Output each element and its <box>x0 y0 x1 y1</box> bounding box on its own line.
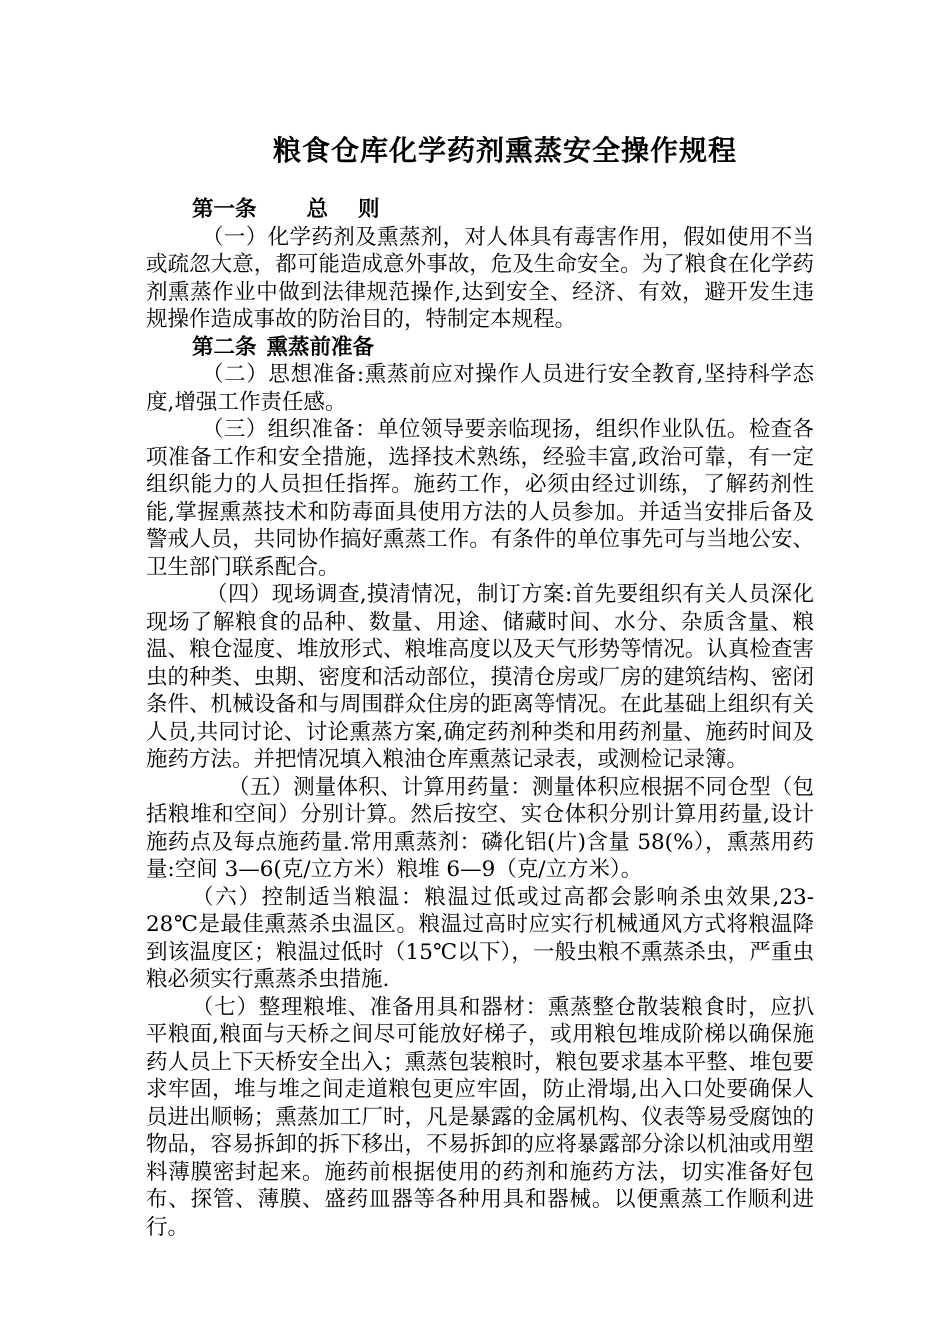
document-title: 粮食仓库化学药剂熏蒸安全操作规程 <box>272 134 737 167</box>
article-number: 第二条 <box>192 334 257 360</box>
article-title-part: 则 <box>358 197 380 222</box>
paragraph-5: （五）测量体积、计算用药量：测量体积应根据不同仓型（包括粮堆和空间）分别计算。然后按空、实仓体积分别计算用药量,设计施药点及每点施药量.常用熏蒸剂：磷化铝(片)含量 58(%），熏蒸用药量:空间 3—6(克/立方米）粮堆 6—9（克/立方米）。 <box>146 774 814 882</box>
paragraph-6: （六）控制适当粮温：粮温过低或过高都会影响杀虫效果,23-28℃是最佳熏蒸杀虫温区。粮温过高时应实行机械通风方式将粮温降到该温度区；粮温过低时（15℃以下），一般虫粮不熏蒸杀虫，严重虫粮必须实行熏蒸杀虫措施. <box>146 884 814 992</box>
paragraph-1: （一）化学药剂及熏蒸剂，对人体具有毒害作用，假如使用不当或疏忽大意，都可能造成意外事故，危及生命安全。为了粮食在化学药剂熏蒸作业中做到法律规范操作,达到安全、经济、有效，避开发生违规操作造成事故的防治目的，特制定本规程。 <box>146 224 814 332</box>
article-number: 第一条 <box>192 197 257 222</box>
paragraph-3: （三）组织准备：单位领导要亲临现扬，组织作业队伍。检查各项准备工作和安全措施，选择技术熟练，经验丰富,政治可靠，有一定组织能力的人员担任指挥。施药工作，必须由经过训练，了解药剂性能,掌握熏蒸技术和防毒面具使用方法的人员参加。并适当安排后备及警戒人员，共同协作搞好熏蒸工作。有条件的单位事先可与当地公安、卫生部门联系配合。 <box>146 417 814 580</box>
article-heading-1 <box>146 196 814 224</box>
article-heading-2 <box>146 334 814 362</box>
paragraph-4: （四）现场调查,摸清情况，制订方案:首先要组织有关人员深化现场了解粮食的品种、数量、用途、储藏时间、水分、杂质含量、粮温、粮仓湿度、堆放形式、粮堆高度以及天气形势等情况。认真检查害虫的种类、虫期、密度和活动部位，摸清仓房或厂房的建筑结构、密闭条件、机械设备和与周围群众住房的距离等情况。在此基础上组织有关人员,共同讨论、讨论熏蒸方案,确定药剂种类和用药剂量、施药时间及施药方法。并把情况填入粮油仓库熏蒸记录表，或测检记录簿。 <box>146 582 814 772</box>
paragraph-7: （七）整理粮堆、准备用具和器材：熏蒸整仓散装粮食时，应扒平粮面,粮面与天桥之间尽可能放好梯子，或用粮包堆成阶梯以确保施药人员上下天桥安全出入；熏蒸包装粮时，粮包要求基本平整、堆包要求牢固，堆与堆之间走道粮包更应牢固，防止滑塌,出入口处要确保人员进出顺畅；熏蒸加工厂时，凡是暴露的金属机构、仪表等易受腐蚀的物品，容易拆卸的拆下移出，不易拆卸的应将暴露部分涂以机油或用塑料薄膜密封起来。施药前根据使用的药剂和施药方法，切实准备好包布、探管、薄膜、盛药皿器等各种用具和器械。以便熏蒸工作顺利进行。 <box>146 994 814 1240</box>
paragraph-2: （二）思想准备:熏蒸前应对操作人员进行安全教育,坚持科学态度,增强工作责任感。 <box>146 362 814 415</box>
article-title-part: 总 <box>306 197 329 222</box>
article-title: 熏蒸前准备 <box>266 334 375 360</box>
document-body <box>146 196 814 1241</box>
